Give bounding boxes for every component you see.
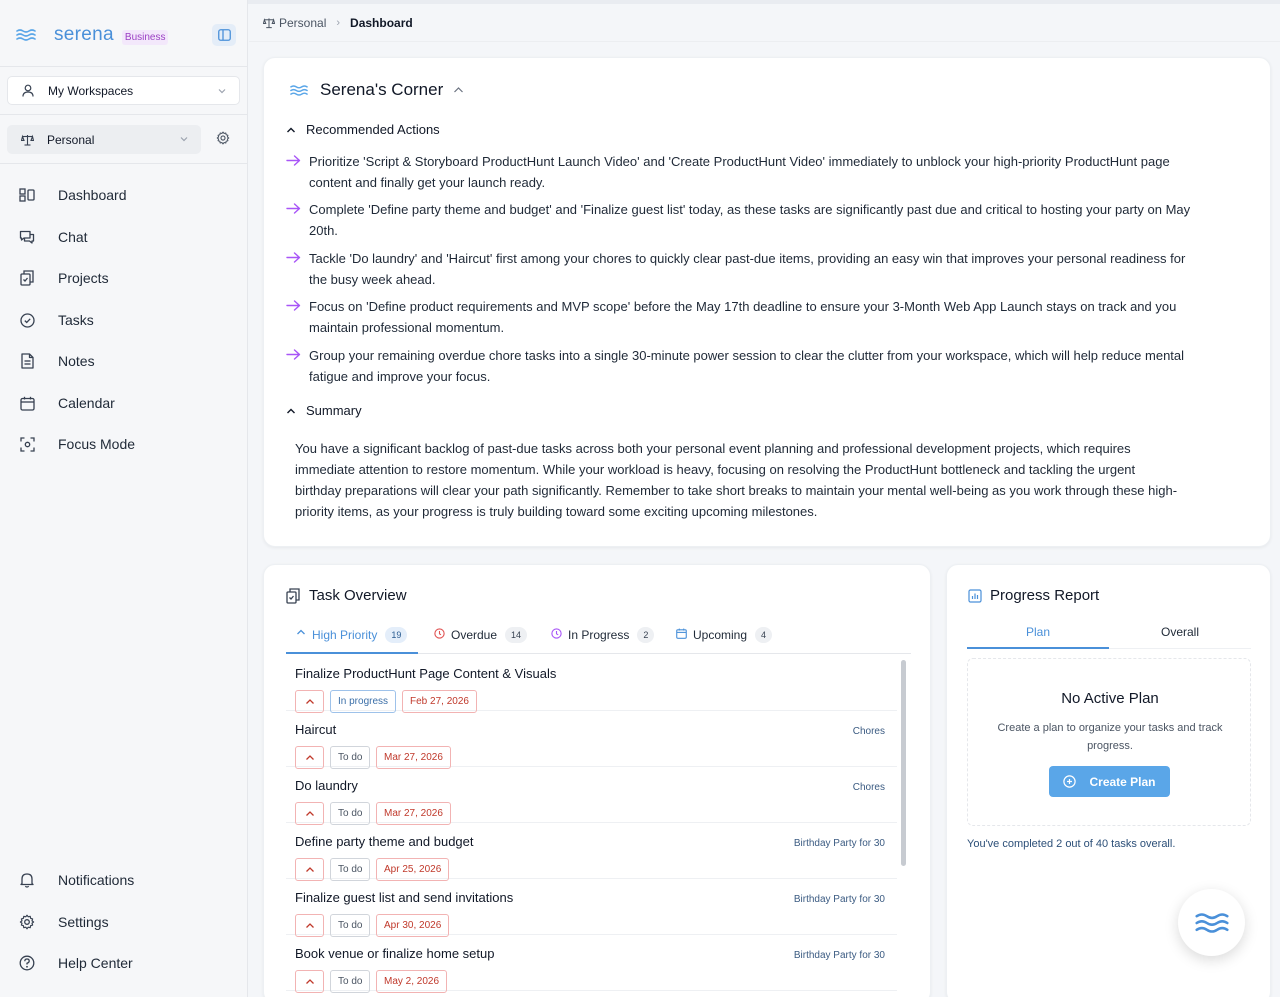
recommendation-item	[286, 151, 1246, 193]
task-row[interactable]	[286, 823, 897, 879]
empty-plan-state	[967, 658, 1251, 826]
bell-icon	[18, 871, 36, 889]
empty-plan-description	[980, 719, 1240, 755]
arrow-right-icon	[286, 345, 309, 387]
priority-high-badge	[295, 690, 324, 713]
task-row[interactable]	[286, 767, 897, 823]
recommendation-text: content and finally get your launch ready.	[309, 175, 546, 190]
progress-report-title	[968, 587, 1099, 604]
nav-item-label: Notes	[58, 353, 95, 369]
task-title: Finalize ProductHunt Page Content & Visuals	[295, 666, 557, 681]
divider	[0, 163, 248, 164]
summary-line: priority items, as your progress is truly building toward some exciting upcoming milestones.	[295, 504, 818, 519]
chevron-down-icon	[179, 133, 189, 147]
task-status-badge: To do	[330, 970, 370, 993]
tab-label: Overdue	[451, 628, 498, 642]
summary-toggle[interactable]	[286, 403, 362, 418]
recommendation-text: Prioritize 'Script & Storyboard ProductHunt Launch Video' and 'Create ProductHunt Video' immediately to unblock your high-priority ProductHunt page	[309, 154, 1170, 169]
nav-item-help-center[interactable]	[18, 951, 238, 975]
summary-line: You have a significant backlog of past-due tasks across both your personal event planning and professional development projects, which requires	[295, 441, 1131, 456]
create-plan-button[interactable]	[1049, 766, 1170, 797]
task-list	[286, 655, 897, 997]
progress-report-tabs	[967, 625, 1251, 649]
tab-count-badge: 19	[385, 627, 407, 643]
task-list-scrollbar[interactable]	[901, 660, 906, 866]
task-due-date: Mar 27, 2026	[376, 746, 451, 769]
task-title: Book venue or finalize home setup	[295, 946, 495, 961]
serena-wave-icon	[290, 84, 308, 97]
chat-icon	[18, 228, 36, 246]
summary-heading: Summary	[306, 403, 362, 418]
nav-item-label: Projects	[58, 270, 109, 286]
task-tabs	[286, 626, 911, 654]
recommended-actions-heading: Recommended Actions	[306, 122, 440, 137]
task-project: Chores	[852, 782, 885, 793]
personal-select-label: Personal	[47, 132, 95, 147]
help-icon	[18, 954, 36, 972]
progress-report-title-text: Progress Report	[990, 587, 1100, 604]
chevron-up-icon	[296, 628, 306, 636]
serenas-corner-card	[263, 57, 1271, 547]
recommendation-item	[286, 296, 1246, 338]
task-status-badge: To do	[330, 858, 370, 881]
nav-item-label: Chat	[58, 229, 88, 245]
nav-item-calendar[interactable]	[18, 391, 238, 415]
recommendation-item	[286, 345, 1246, 387]
recommendation-text: the busy week ahead.	[309, 272, 436, 287]
tab-count-badge: 14	[505, 627, 527, 643]
task-due-date: May 2, 2026	[376, 970, 447, 993]
tab-label: High Priority	[312, 628, 378, 642]
create-plan-label: Create Plan	[1089, 774, 1156, 789]
tasks-icon	[18, 311, 36, 329]
recommendation-item	[286, 248, 1246, 290]
arrow-right-icon	[286, 199, 309, 241]
user-icon	[22, 84, 36, 97]
focus-icon	[18, 435, 36, 453]
tab-label: Upcoming	[693, 628, 748, 642]
nav-item-label: Calendar	[58, 395, 115, 411]
clock-alert-icon	[434, 628, 445, 639]
task-title: Haircut	[295, 722, 337, 737]
tab-high-priority[interactable]	[286, 626, 418, 654]
brand-name: serena	[54, 24, 114, 45]
chevron-right-icon: ›	[336, 17, 341, 29]
nav-item-label: Tasks	[58, 312, 94, 328]
calendar-icon	[18, 394, 36, 412]
divider	[0, 114, 248, 115]
breadcrumb-parent-link[interactable]: Personal	[279, 16, 327, 30]
brand[interactable]	[16, 22, 168, 48]
summary-text	[295, 438, 1245, 522]
nav-item-label: Help Center	[58, 955, 133, 971]
arrow-right-icon	[286, 151, 309, 193]
sidebar	[0, 0, 248, 997]
task-title: Do laundry	[295, 778, 358, 793]
empty-plan-line: Create a plan to organize your tasks and track	[997, 722, 1223, 734]
serena-wave-icon	[1195, 911, 1229, 935]
recommendation-text: maintain professional momentum.	[309, 320, 505, 335]
workspace-select-label: My Workspaces	[48, 83, 134, 98]
task-due-date: Mar 27, 2026	[376, 802, 451, 825]
task-status-badge: To do	[330, 802, 370, 825]
plan-badge: Business	[122, 30, 169, 45]
breadcrumb-current: Dashboard	[350, 16, 413, 30]
tab-in-progress[interactable]	[551, 626, 654, 654]
task-row[interactable]	[286, 935, 897, 991]
task-project: Birthday Party for 30	[793, 838, 885, 849]
scale-icon	[263, 17, 275, 29]
chevron-up-icon	[286, 407, 296, 415]
calendar-icon	[676, 628, 687, 639]
divider	[0, 66, 248, 67]
empty-plan-title: No Active Plan	[1061, 690, 1159, 707]
progress-clock-icon	[551, 628, 562, 639]
nav-item-label: Focus Mode	[58, 436, 136, 452]
task-status-badge: To do	[330, 746, 370, 769]
corner-title[interactable]	[290, 80, 464, 100]
priority-high-badge	[295, 802, 324, 825]
arrow-right-icon	[286, 296, 309, 338]
nav-item-projects[interactable]	[18, 266, 238, 290]
recommendation-text: Group your remaining overdue chore tasks into a single 30-minute power session to clear the clutter from your workspace, which will help reduce mental	[309, 348, 1185, 363]
task-title: Finalize guest list and send invitations	[295, 890, 514, 905]
task-title: Define party theme and budget	[295, 834, 474, 849]
scale-icon	[21, 134, 35, 146]
serena-assistant-button[interactable]	[1178, 889, 1245, 956]
breadcrumb	[263, 14, 413, 32]
tab-count-badge: 2	[637, 627, 654, 643]
chevron-down-icon	[217, 85, 227, 99]
nav-item-notes[interactable]	[18, 349, 238, 373]
divider	[249, 41, 1280, 42]
nav-item-label: Dashboard	[58, 187, 127, 203]
task-project: Birthday Party for 30	[793, 950, 885, 961]
priority-high-badge	[295, 858, 324, 881]
task-overview-title-text: Task Overview	[309, 587, 407, 604]
task-due-date: Apr 30, 2026	[376, 914, 449, 937]
arrow-right-icon	[286, 248, 309, 290]
notes-icon	[18, 352, 36, 370]
summary-line: immediate attention to restore momentum. While your workload is heavy, focusing on resolving the ProductHunt bottleneck and tackling the urgent	[295, 462, 1136, 477]
projects-icon	[286, 588, 300, 604]
tab-upcoming[interactable]	[676, 626, 772, 654]
empty-plan-line: progress.	[1087, 740, 1133, 752]
recommendation-text: 20th.	[309, 223, 338, 238]
nav-item-tasks[interactable]	[18, 308, 238, 332]
recommendation-item	[286, 199, 1246, 241]
summary-line: birthday preparations will clear your path significantly. Remember to take short breaks to maintain your mental well-being as you work through these high-	[295, 483, 1178, 498]
chevron-up-icon	[286, 126, 296, 134]
task-overview-card	[263, 564, 931, 997]
nav-item-focus-mode[interactable]	[18, 432, 238, 456]
priority-high-badge	[295, 970, 324, 993]
recommended-actions-toggle[interactable]	[286, 122, 440, 137]
nav-item-dashboard[interactable]	[18, 183, 238, 207]
priority-high-badge	[295, 746, 324, 769]
dashboard-icon	[18, 186, 36, 204]
sidebar-toggle-button[interactable]	[212, 24, 236, 46]
recommendation-text: Complete 'Define party theme and budget' and 'Finalize guest list' today, as these tasks are significantly past due and critical to hosting your party on May	[309, 202, 1191, 217]
recommendation-text: Tackle 'Do laundry' and 'Haircut' first among your chores to quickly clear past-due items, providing an easy win that improves your personal readiness for	[309, 251, 1186, 266]
gear-icon	[18, 913, 36, 931]
nav-item-notifications[interactable]	[18, 868, 238, 892]
task-project: Birthday Party for 30	[793, 894, 885, 905]
task-project: Chores	[852, 726, 885, 737]
recommendation-text: Focus on 'Define product requirements and MVP scope' before the May 17th deadline to ensure your 3-Month Web App Launch stays on track and you	[309, 299, 1177, 314]
priority-high-badge	[295, 914, 324, 937]
chart-icon	[968, 589, 982, 603]
corner-title-text: Serena's Corner	[320, 80, 444, 99]
plus-circle-icon	[1063, 775, 1076, 788]
nav-item-label: Settings	[58, 914, 109, 930]
tab-overall[interactable]: Overall	[1109, 625, 1251, 649]
tab-label: In Progress	[568, 628, 630, 642]
workspace-select[interactable]	[7, 76, 240, 105]
recommendation-text: fatigue and improve your focus.	[309, 369, 491, 384]
tab-plan[interactable]: Plan	[967, 625, 1109, 649]
nav-item-chat[interactable]	[18, 225, 238, 249]
task-status-badge: To do	[330, 914, 370, 937]
chevron-up-icon	[453, 86, 464, 94]
task-row[interactable]	[286, 879, 897, 935]
task-due-date: Feb 27, 2026	[402, 690, 477, 713]
task-status-badge: In progress	[330, 690, 396, 713]
task-row[interactable]	[286, 655, 897, 711]
personal-workspace-select[interactable]	[7, 125, 201, 154]
nav-item-settings[interactable]	[18, 910, 238, 934]
serena-wave-icon	[16, 28, 36, 42]
completion-summary: You've completed 2 out of 40 tasks overall.	[967, 838, 1176, 850]
nav-item-label: Notifications	[58, 872, 135, 888]
workspace-settings-gear-icon[interactable]	[216, 131, 234, 149]
sidebar-toggle-icon	[218, 29, 231, 41]
task-overview-title	[286, 587, 407, 604]
tab-overdue[interactable]	[434, 626, 527, 654]
tab-count-badge: 4	[755, 627, 772, 643]
task-row[interactable]	[286, 711, 897, 767]
projects-icon	[18, 269, 36, 287]
task-due-date: Apr 25, 2026	[376, 858, 449, 881]
